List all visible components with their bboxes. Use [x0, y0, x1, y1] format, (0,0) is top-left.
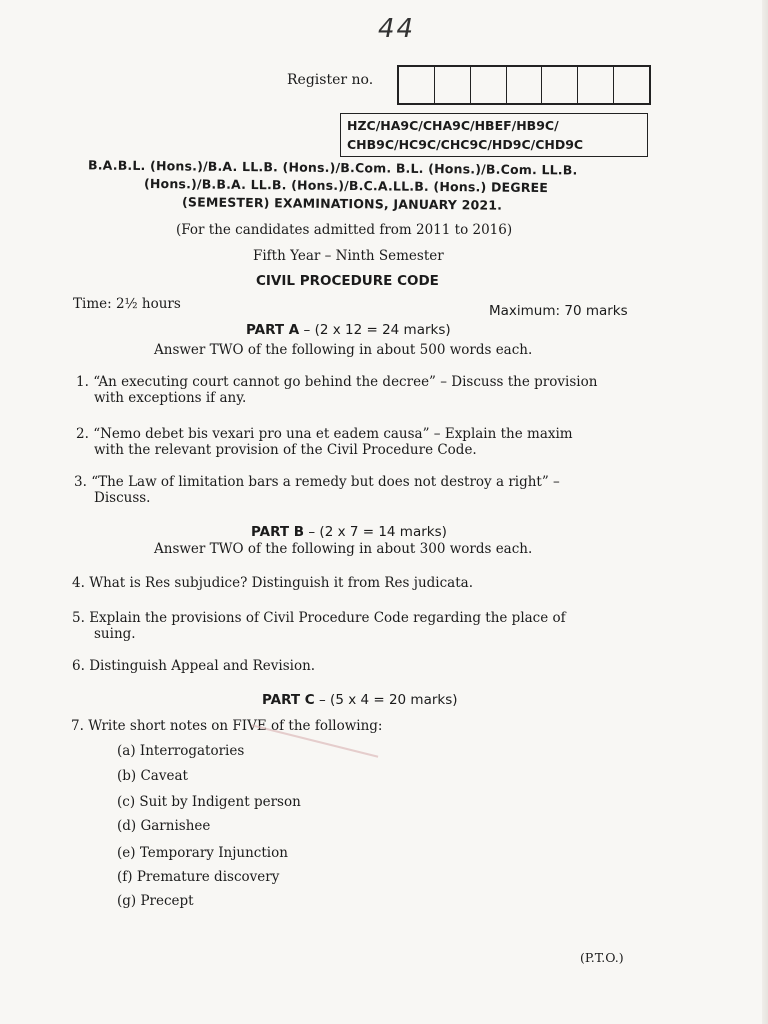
question-number: 2. [76, 426, 89, 442]
register-digit-box[interactable] [399, 67, 435, 103]
subject-title: CIVIL PROCEDURE CODE [256, 273, 439, 289]
question-text-cont: Discuss. [94, 490, 151, 506]
page-edge [762, 0, 768, 1024]
degree-line-1: B.A.B.L. (Hons.)/B.A. LL.B. (Hons.)/B.Com. B.L. (Hons.)/B.Com. LL.B. [87, 157, 578, 178]
question-4 [72, 575, 473, 591]
year-semester: Fifth Year – Ninth Semester [253, 248, 444, 264]
question-7 [71, 718, 382, 734]
option-d: (d) Garnishee [117, 818, 211, 834]
part-c-marks: – (5 x 4 = 20 marks) [314, 692, 458, 708]
part-b-marks: – (2 x 7 = 14 marks) [304, 524, 447, 540]
option-e: (e) Temporary Injunction [117, 845, 288, 861]
part-a-instruction: Answer TWO of the following in about 500 words each. [154, 342, 533, 358]
question-number: 5. [72, 610, 85, 626]
course-codes-box [340, 113, 648, 157]
degree-line-3: (SEMESTER) EXAMINATIONS, JANUARY 2021. [181, 194, 503, 213]
degree-line-2: (Hons.)/B.B.A. LL.B. (Hons.)/B.C.A.LL.B. (Hons.) DEGREE [143, 175, 549, 196]
question-text: “An executing court cannot go behind the decree” – Discuss the provision [93, 374, 598, 390]
course-codes-line-2: CHB9C/HC9C/CHC9C/HD9C/CHD9C [347, 137, 584, 152]
question-text: Write short notes on FIVE of the following: [88, 718, 383, 734]
question-text: What is Res subjudice? Distinguish it from Res judicata. [89, 575, 473, 591]
part-a-marks: – (2 x 12 = 24 marks) [299, 322, 451, 338]
option-a: (a) Interrogatories [117, 743, 245, 759]
register-number-boxes[interactable] [397, 65, 651, 105]
part-b-instruction: Answer TWO of the following in about 300 words each. [154, 541, 533, 557]
question-number: 6. [72, 658, 85, 674]
option-g: (g) Precept [117, 893, 194, 909]
question-3 [74, 474, 560, 506]
time-allowed: Time: 2½ hours [73, 296, 181, 312]
option-b: (b) Caveat [117, 768, 188, 784]
option-f: (f) Premature discovery [117, 869, 280, 885]
question-text-cont: with the relevant provision of the Civil Procedure Code. [94, 442, 477, 458]
maximum-marks: Maximum: 70 marks [489, 303, 628, 319]
question-text: Distinguish Appeal and Revision. [89, 658, 316, 674]
register-digit-box[interactable] [614, 67, 649, 103]
register-digit-box[interactable] [542, 67, 578, 103]
question-text-cont: suing. [94, 626, 136, 642]
question-1 [76, 374, 597, 406]
pto-note: (P.T.O.) [580, 950, 624, 965]
part-b-heading [251, 524, 447, 540]
question-text: “Nemo debet bis vexari pro una et eadem causa” – Explain the maxim [93, 426, 573, 442]
part-a-title: PART A [246, 322, 300, 338]
question-number: 4. [72, 575, 85, 591]
question-text-cont: with exceptions if any. [94, 390, 247, 406]
question-number: 3. [74, 474, 87, 490]
question-text: “The Law of limitation bars a remedy but does not destroy a right” – [91, 474, 560, 490]
register-digit-box[interactable] [507, 67, 543, 103]
question-6 [72, 658, 315, 674]
question-text: Explain the provisions of Civil Procedure Code regarding the place of [89, 610, 566, 626]
part-c-title: PART C [262, 692, 315, 708]
handwritten-number: 44 [378, 14, 416, 44]
course-codes-line-1: HZC/HA9C/CHA9C/HBEF/HB9C/ [347, 118, 559, 133]
register-digit-box[interactable] [471, 67, 507, 103]
register-digit-box[interactable] [435, 67, 471, 103]
part-c-heading [262, 692, 458, 708]
admitted-note: (For the candidates admitted from 2011 to 2016) [176, 222, 513, 238]
question-2 [76, 426, 573, 458]
part-a-heading [246, 322, 451, 338]
register-digit-box[interactable] [578, 67, 614, 103]
question-5 [72, 610, 566, 642]
register-label: Register no. [287, 72, 374, 88]
question-number: 7. [71, 718, 84, 734]
part-b-title: PART B [251, 524, 305, 540]
question-number: 1. [76, 374, 89, 390]
option-c: (c) Suit by Indigent person [117, 794, 301, 810]
